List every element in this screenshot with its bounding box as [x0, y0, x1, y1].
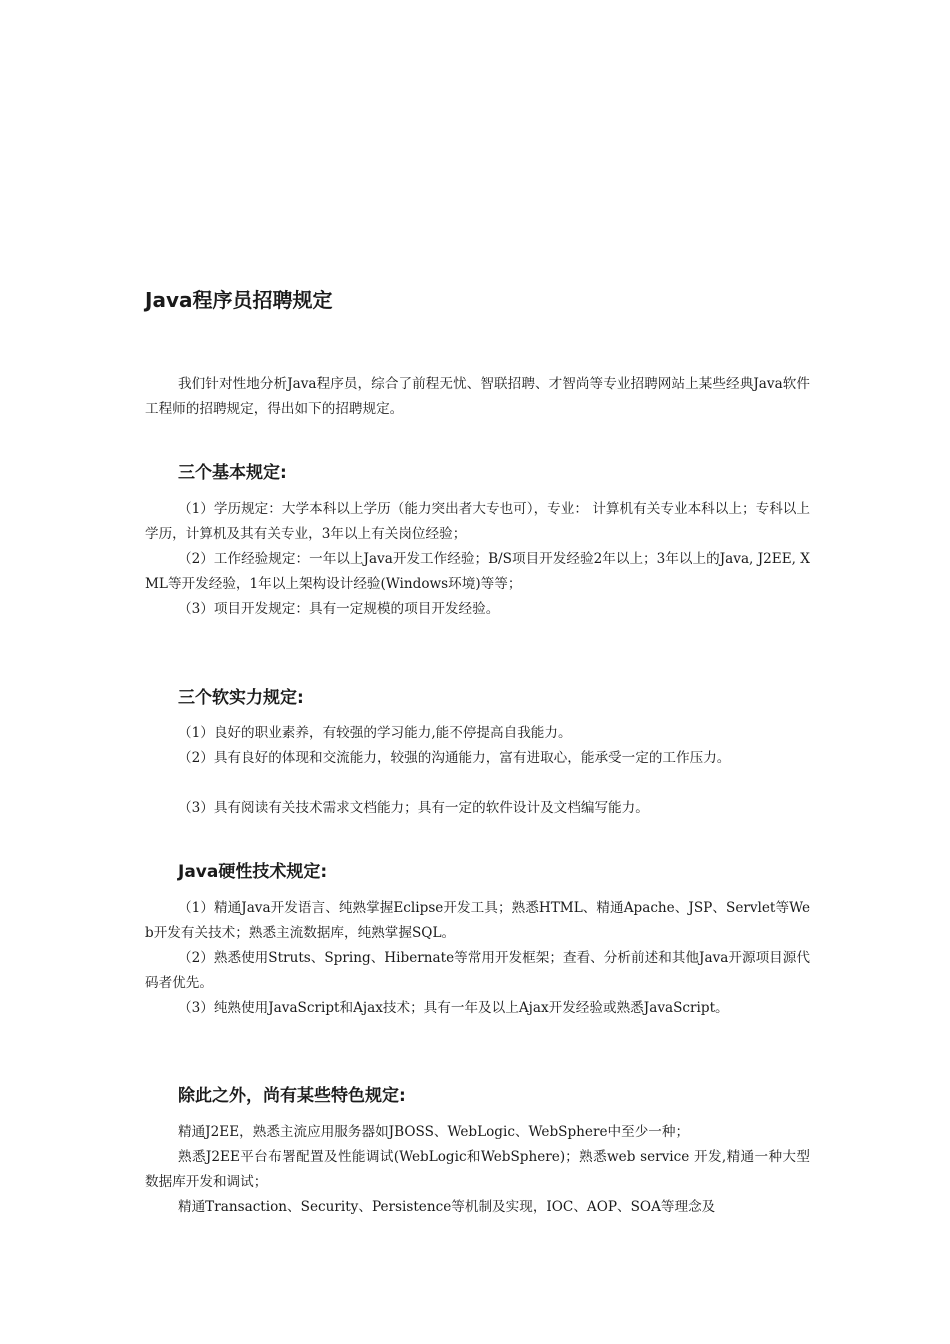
document-title: Java程序员招聘规定 — [145, 288, 333, 312]
section-heading-basic: 三个基本规定: — [178, 463, 287, 483]
basic-requirement-experience: （2）工作经验规定：一年以上Java开发工作经验；B/S项目开发经验2年以上；3年以上的Java, J2EE, XML等开发经验，1年以上架构设计经验(Windows环境)等等； — [145, 551, 810, 592]
extra-requirement-app-servers: 精通J2EE，熟悉主流应用服务器如JBOSS、WebLogic、WebSphere中至少一种； — [178, 1124, 690, 1140]
extra-requirement-deployment: 熟悉J2EE平台布署配置及性能调试(WebLogic和WebSphere)；熟悉web service 开发,精通一种大型数据库开发和调试； — [145, 1149, 810, 1190]
hard-skill-java-web: （1）精通Java开发语言、纯熟掌握Eclipse开发工具；熟悉HTML、精通Apache、JSP、Servlet等Web开发有关技术；熟悉主流数据库，纯熟掌握SQL。 — [145, 900, 810, 941]
hard-skill-javascript-ajax: （3）纯熟使用JavaScript和Ajax技术；具有一年及以上Ajax开发经验或熟悉JavaScript。 — [178, 1000, 729, 1016]
intro-paragraph: 我们针对性地分析Java程序员，综合了前程无忧、智联招聘、才智尚等专业招聘网站上某些经典Java软件工程师的招聘规定，得出如下的招聘规定。 — [145, 376, 810, 417]
soft-skill-documentation: （3）具有阅读有关技术需求文档能力；具有一定的软件设计及文档编写能力。 — [178, 800, 649, 816]
soft-skill-professionalism: （1）良好的职业素养，有较强的学习能力,能不停提高自我能力。 — [178, 725, 572, 741]
hard-skill-frameworks: （2）熟悉使用Struts、Spring、Hibernate等常用开发框架；查看、分析前述和其他Java开源项目源代码者优先。 — [145, 950, 810, 991]
section-heading-soft-skills: 三个软实力规定: — [178, 688, 304, 708]
section-heading-hard-skills: Java硬性技术规定: — [178, 862, 328, 882]
basic-requirement-education: （1）学历规定：大学本科以上学历（能力突出者大专也可），专业： 计算机有关专业本科以上；专科以上学历，计算机及其有关专业，3年以上有关岗位经验； — [145, 501, 810, 542]
extra-requirement-architecture: 精通Transaction、Security、Persistence等机制及实现，IOC、AOP、SOA等理念及 — [178, 1199, 716, 1215]
basic-requirement-projects: （3）项目开发规定：具有一定规模的项目开发经验。 — [178, 601, 500, 617]
section-heading-extra: 除此之外，尚有某些特色规定: — [178, 1086, 406, 1106]
soft-skill-communication: （2）具有良好的体现和交流能力，较强的沟通能力，富有进取心，能承受一定的工作压力。 — [178, 750, 731, 766]
